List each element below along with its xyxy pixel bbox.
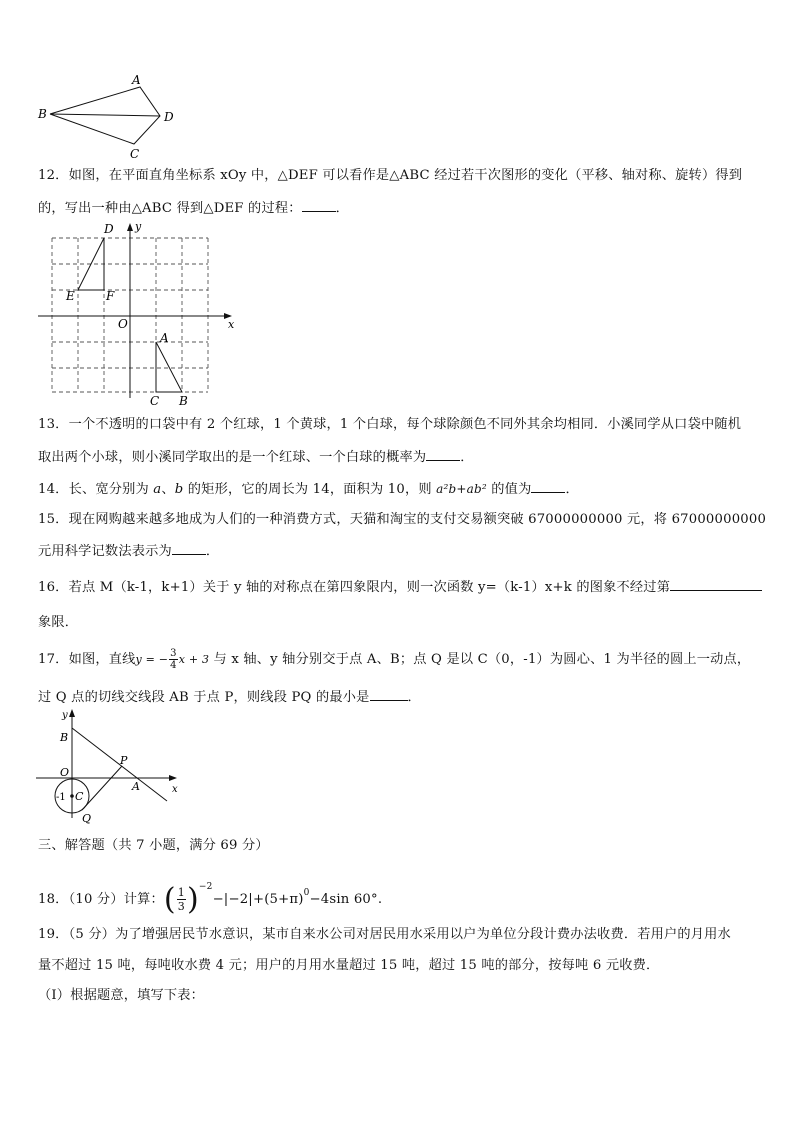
q17-prefix: 17．如图，直线 — [38, 652, 136, 667]
label-O: O — [60, 766, 70, 779]
label-B: B — [179, 394, 188, 408]
label-C: C — [130, 147, 140, 161]
answer-blank — [172, 540, 206, 555]
q12-line2-end: ． — [335, 201, 349, 216]
q13-line2-end: ． — [460, 450, 474, 465]
answer-blank — [370, 686, 408, 701]
fraction-3-4 — [169, 648, 178, 671]
q17-line2-end: ． — [407, 690, 421, 705]
answer-blank — [426, 446, 460, 461]
y-axis-arrow — [127, 223, 133, 231]
label-A: A — [132, 73, 141, 87]
q16-line2: 象限． — [38, 615, 79, 630]
section-3-heading: 三、解答题（共 7 小题，满分 69 分） — [38, 838, 269, 853]
label-P: P — [120, 754, 128, 767]
q14-line — [38, 478, 579, 500]
x-axis-arrow — [169, 775, 177, 781]
q16-line1-text: 16．若点 M（k-1，k+1）关于 y 轴的对称点在第四象限内，则一次函数 y=（k-1）x+k 的图象不经过第 — [38, 580, 671, 595]
label-B: B — [60, 731, 69, 744]
q15-line1: 15．现在网购越来越多地成为人们的一种消费方式，天猫和淘宝的支付交易额突破 67000000000 元，将 67000000000 — [38, 512, 767, 527]
q14-end: ． — [565, 482, 579, 497]
label-x: x — [172, 784, 178, 795]
q17-figure — [34, 708, 194, 826]
right-paren: ) — [186, 881, 199, 917]
q17-line2 — [38, 686, 421, 708]
triangle-abc — [156, 342, 182, 392]
y-axis-arrow — [69, 709, 75, 717]
label-D: D — [104, 222, 114, 236]
q15-line2-end: ． — [205, 544, 220, 559]
kite-figure — [36, 72, 186, 162]
label-y: y — [135, 220, 142, 233]
fraction-numerator: 1 — [177, 886, 185, 899]
q14-mid: 的矩形，它的周长为 14，面积为 10，则 — [183, 482, 437, 497]
q19-line3: （I）根据题意，填写下表： — [38, 988, 205, 1003]
q12-line1: 12．如图，在平面直角坐标系 xOy 中，△DEF 可以看作是△ABC 经过若干次图形的变化（平移、轴对称、旋转）得到 — [38, 168, 743, 183]
q19-line1: 19．（5 分）为了增强居民节水意识，某市自来水公司对居民用水采用以户为单位分段计费办法收费．若用户的月用水 — [38, 927, 731, 942]
kite-diagonal — [50, 114, 160, 116]
fraction-denominator: 3 — [177, 900, 185, 913]
q14-expr: a²b+ab² — [436, 482, 487, 496]
label-x: x — [228, 318, 235, 331]
label-O: O — [118, 317, 128, 331]
q14-sep: 、 — [161, 482, 175, 497]
q18-prefix: 18．（10 分）计算： — [38, 892, 164, 907]
q17-line2-text: 过 Q 点的切线交线段 AB 于点 P，则线段 PQ 的最小是 — [38, 690, 370, 705]
q17-y-eq: y = − — [135, 653, 169, 666]
q13-line2-text: 取出两个小球，则小溪同学取出的是一个红球、一个白球的概率为 — [38, 450, 427, 465]
q13-line2 — [38, 446, 474, 468]
q16-line1 — [38, 576, 762, 598]
label-A: A — [160, 331, 169, 345]
q17-rest: 与 x 轴、y 轴分别交于点 A、B；点 Q 是以 C（0，-1）为圆心、1 为半径的圆上一动点， — [209, 652, 751, 667]
label-y: y — [62, 710, 68, 721]
fraction-denominator: 4 — [170, 660, 177, 671]
exponent-zero: 0 — [303, 888, 310, 898]
answer-blank — [302, 197, 336, 212]
q13-line1: 13．一个不透明的口袋中有 2 个红球，1 个黄球，1 个白球，每个球除颜色不同外其余均相同．小溪同学从口袋中随机 — [38, 417, 742, 432]
q15-line2 — [38, 540, 219, 562]
label-C: C — [150, 394, 160, 408]
q15-line2-text: 元用科学记数法表示为 — [38, 544, 172, 559]
left-paren: ( — [163, 881, 176, 917]
exponent-minus2: −2 — [198, 882, 213, 892]
answer-blank — [531, 478, 565, 493]
label-B: B — [38, 107, 47, 121]
q12-line2 — [38, 197, 349, 219]
paren-fraction — [163, 881, 199, 917]
answer-blank — [670, 576, 762, 591]
label-F: F — [106, 289, 115, 303]
fraction-numerator: 3 — [170, 648, 177, 659]
q14-suffix: 的值为 — [486, 482, 532, 497]
label-A: A — [132, 780, 140, 793]
label-minus1: -1 — [56, 792, 66, 803]
q17-line1 — [38, 647, 750, 673]
label-D: D — [164, 110, 174, 124]
label-E: E — [66, 289, 75, 303]
q18-line — [38, 872, 383, 917]
center-c-point — [70, 794, 74, 798]
fraction-1-3 — [177, 886, 186, 913]
tangent-pq — [82, 766, 122, 810]
q12-line2-text: 的，写出一种由△ABC 得到△DEF 的过程： — [38, 201, 302, 216]
q18-rest: −|−2|+(5+π) — [212, 892, 304, 907]
q18-tail: −4sin 60°. — [309, 892, 383, 907]
q17-x-plus: x + 3 — [178, 653, 210, 666]
q14-var-b: b — [174, 482, 184, 497]
q12-grid-figure — [34, 218, 244, 408]
label-C: C — [75, 790, 84, 803]
q14-var-a: a — [153, 482, 162, 497]
label-Q: Q — [82, 812, 92, 825]
q14-prefix: 14．长、宽分别为 — [38, 482, 154, 497]
q19-line2: 量不超过 15 吨，每吨收水费 4 元；用户的月用水量超过 15 吨，超过 15 吨的部分，按每吨 6 元收费． — [38, 958, 660, 973]
